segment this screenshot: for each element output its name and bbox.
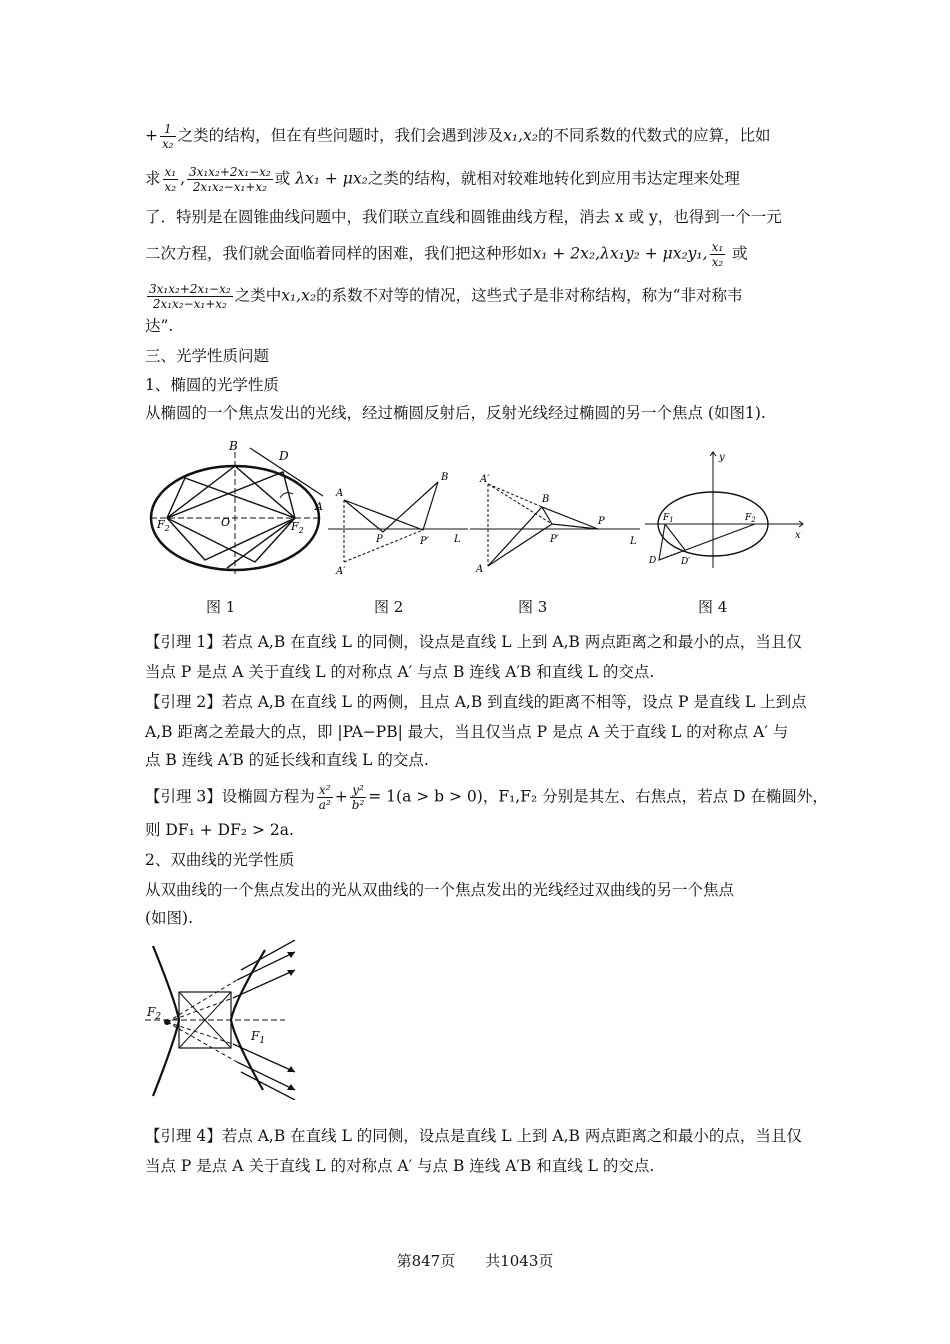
- fraction: $\frac{\text{3x₁x₂+2x₁−x₂}}{\text{2x₁x₂−x₁+x₂}}$: [149, 282, 231, 311]
- fraction: $\frac{\text{x₁}}{\text{x₂}}$: [164, 165, 177, 194]
- figure-3-reflection-diagram: [470, 462, 640, 577]
- svg-text:F1: $F_1$: [663, 513, 674, 524]
- figure-1-caption: 图 1: [206, 598, 236, 616]
- svg-text:F2: $F_2$: [745, 513, 756, 524]
- fraction: $\frac{\text{x₁}}{\text{x₂}}$: [711, 240, 724, 269]
- svg-text:x: x: [795, 530, 801, 541]
- subsection-1-title: 1、椭圆的光学性质: [145, 376, 279, 394]
- svg-text:A′: A′: [480, 474, 490, 485]
- section-3-title: 三、光学性质问题: [145, 347, 270, 365]
- intro-line-1: + $\frac{1}{\text{x₂}}$ 之类的结构，但在有些问题时，我们会遇到涉及x₁,x₂的不同系数的代数式的应算，比如: [145, 122, 771, 151]
- lemma-3-line-2: 则 DF₁ + DF₂ > 2a.: [145, 821, 294, 839]
- figure-2-reflection-diagram: [328, 462, 468, 577]
- svg-text:D: D: [279, 449, 289, 463]
- figure-2-caption: 图 2: [374, 598, 404, 616]
- svg-text:F1: $F_1$: [251, 1029, 266, 1046]
- intro-line-2: 求 $\frac{\text{x₁}}{\text{x₂}}$ , $\frac{\text{3x₁x₂+2x₁−x₂}}{\text{2x₁x₂−x₁+x₂}}$ 或 λx₁ + μx₂之类的结构，就相对较难地转化到应用韦达定理来处理: [145, 165, 740, 194]
- svg-text:A: A: [476, 564, 484, 575]
- lemma-2-line-2: A,B 距离之差最大的点，即 |PA−PB| 最大，当且仅当点 P 是点 A 关于直线 L 的对称点 A′ 与: [145, 723, 789, 741]
- figure-3-caption: 图 3: [518, 598, 548, 616]
- intro-line-4: 二次方程，我们就会面临着同样的困难，我们把这种形如x₁ + 2x₂,λx₁y₂ + μx₂y₁, $\frac{\text{x₁}}{\text{x₂}}$ 或: [145, 240, 748, 269]
- fraction: $\frac{\text{y²}}{\text{b²}}$: [351, 783, 365, 812]
- svg-text:L: L: [630, 536, 637, 547]
- svg-text:D: D: [649, 556, 657, 566]
- svg-text:A′: A′: [336, 566, 346, 577]
- svg-text:D′: D′: [681, 557, 691, 567]
- subsection-2-line-1: 从双曲线的一个焦点发出的光从双曲线的一个焦点发出的光线经过双曲线的另一个焦点: [145, 881, 735, 899]
- intro-line-3: 了．特别是在圆锥曲线问题中，我们联立直线和圆锥曲线方程，消去 x 或 y，也得到一个一元: [145, 208, 782, 226]
- svg-text:A: A: [315, 500, 323, 513]
- lemma-2-line-3: 点 B 连线 A′B 的延长线和直线 L 的交点.: [145, 751, 429, 769]
- intro-line-6: 达”.: [145, 317, 174, 335]
- lemma-1-line-2: 当点 P 是点 A 关于直线 L 的对称点 A′ 与点 B 连线 A′B 和直线 L 的交点.: [145, 663, 655, 681]
- svg-text:B: B: [542, 494, 550, 505]
- svg-text:L: L: [454, 534, 461, 545]
- lemma-3-line-1: 【引理 3】设椭圆方程为 $\frac{\text{x²}}{\text{a²}}$ + $\frac{\text{y²}}{\text{b²}}$ = 1(a > b > 0)，F₁,F₂ 分别是其左、右焦点，若点 D 在椭圆外，: [145, 783, 828, 812]
- lemma-4-line-1: 【引理 4】若点 A,B 在直线 L 的同侧，设点是直线 L 上到 A,B 两点距离之和最小的点，当且仅: [145, 1127, 802, 1145]
- figure-4-caption: 图 4: [698, 598, 728, 616]
- figure-1-ellipse-diagram: [145, 438, 325, 578]
- svg-text:P: P: [376, 534, 383, 545]
- svg-text:P′: P′: [550, 534, 559, 545]
- page-footer: 第847页 共1043页: [396, 1252, 554, 1270]
- svg-text:P′: P′: [420, 536, 429, 547]
- svg-text:A: A: [336, 488, 344, 499]
- subsection-2-title: 2、双曲线的光学性质: [145, 851, 295, 869]
- subsection-1-text: 从椭圆的一个焦点发出的光线，经过椭圆反射后，反射光线经过椭圆的另一个焦点 (如图1).: [145, 404, 766, 422]
- fraction: $\frac{\text{x²}}{\text{a²}}$: [318, 783, 331, 812]
- svg-text:F2: $F_2$: [147, 1005, 162, 1022]
- svg-text:y: y: [719, 452, 725, 463]
- lemma-1-line-1: 【引理 1】若点 A,B 在直线 L 的同侧，设点是直线 L 上到 A,B 两点距离之和最小的点，当且仅: [145, 633, 802, 651]
- svg-text:F2: $F_2$: [157, 518, 170, 533]
- fraction: $\frac{\text{3x₁x₂+2x₁−x₂}}{\text{2x₁x₂−x₁+x₂}}$: [189, 165, 271, 194]
- svg-text:O: O: [221, 516, 231, 529]
- lemma-4-line-2: 当点 P 是点 A 关于直线 L 的对称点 A′ 与点 B 连线 A′B 和直线 L 的交点.: [145, 1157, 655, 1175]
- figure-4-ellipse-axes-diagram: [645, 448, 805, 573]
- lemma-2-line-1: 【引理 2】若点 A,B 在直线 L 的两侧，且点 A,B 到直线的距离不相等，设点 P 是直线 L 上到点: [145, 693, 807, 711]
- svg-text:P: P: [598, 516, 605, 527]
- svg-text:B: B: [229, 439, 238, 453]
- fraction: $\frac{1}{\text{x₂}}$: [162, 122, 174, 151]
- svg-text:F2: $F_2$: [291, 520, 304, 535]
- hyperbola-reflection-diagram: [145, 940, 305, 1100]
- subsection-2-line-2: (如图).: [145, 909, 194, 927]
- svg-text:B: B: [441, 472, 449, 483]
- intro-line-5: $\frac{\text{3x₁x₂+2x₁−x₂}}{\text{2x₁x₂−x₁+x₂}}$ 之类中x₁,x₂的系数不对等的情况，这些式子是非对称结构，称为“非对称韦: [149, 282, 743, 311]
